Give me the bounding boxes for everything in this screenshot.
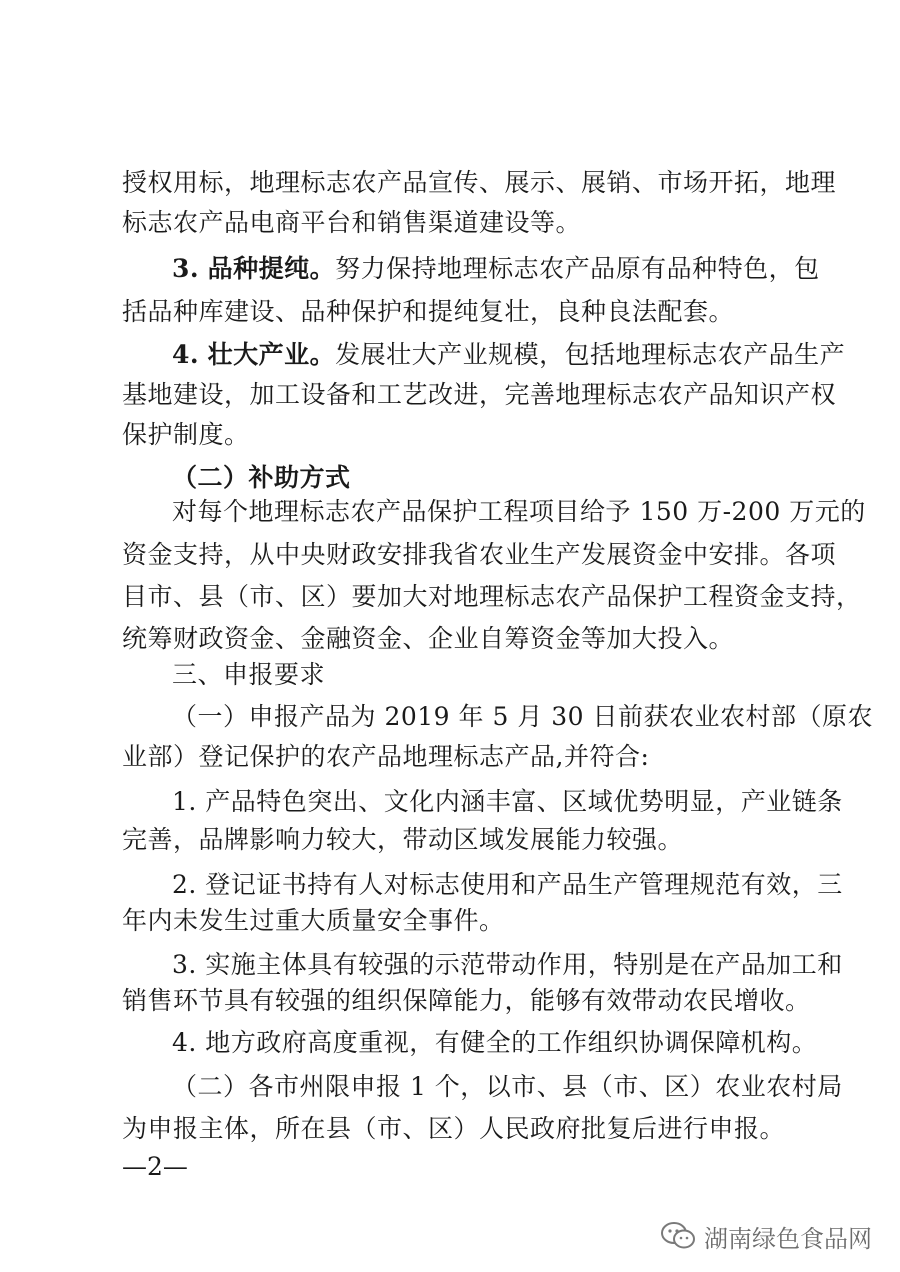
paragraph-line: 销售环节具有较强的组织保障能力，能够有效带动农民增收。	[122, 986, 811, 1015]
watermark-text: 湖南绿色食品网	[704, 1224, 872, 1253]
item-4-line	[172, 338, 846, 372]
paragraph-line: 1. 产品特色突出、文化内涵丰富、区域优势明显，产业链条	[172, 787, 843, 816]
item-title: 壮大产业。	[207, 340, 336, 369]
section-heading: （二）补助方式	[172, 463, 351, 492]
paragraph-line: 括品种库建设、品种保护和提纯复壮，良种良法配套。	[122, 297, 735, 326]
watermark	[660, 1218, 872, 1254]
paragraph-line: 目市、县（市、区）要加大对地理标志农产品保护工程资金支持，	[122, 582, 862, 611]
paragraph-line: 业部）登记保护的农产品地理标志产品,并符合:	[122, 742, 650, 771]
paragraph-line: 年内未发生过重大质量安全事件。	[122, 906, 505, 935]
page-number: —2—	[122, 1152, 188, 1181]
wechat-icon	[660, 1221, 696, 1251]
paragraph-line: 4. 地方政府高度重视，有健全的工作组织协调保障机构。	[172, 1028, 818, 1057]
paragraph-line: 为申报主体，所在县（市、区）人民政府批复后进行申报。	[122, 1114, 786, 1143]
paragraph-line: 资金支持，从中央财政安排我省农业生产发展资金中安排。各项	[122, 540, 837, 569]
paragraph-line: 保护制度。	[122, 420, 250, 449]
paragraph-line: 2. 登记证书持有人对标志使用和产品生产管理规范有效，三	[172, 870, 843, 899]
section-heading: 三、申报要求	[172, 660, 326, 689]
item-text: 努力保持地理标志农产品原有品种特色，包	[335, 254, 820, 283]
paragraph-line: 3. 实施主体具有较强的示范带动作用，特别是在产品加工和	[172, 950, 843, 979]
paragraph-line: 对每个地理标志农产品保护工程项目给予 150 万-200 万元的	[172, 497, 866, 526]
item-number: 4.	[172, 340, 200, 369]
item-number: 3.	[172, 254, 200, 283]
paragraph-line: 授权用标，地理标志农产品宣传、展示、展销、市场开拓，地理	[122, 168, 837, 197]
paragraph-line: 统筹财政资金、金融资金、企业自筹资金等加大投入。	[122, 624, 735, 653]
paragraph-line: 完善，品牌影响力较大，带动区域发展能力较强。	[122, 825, 684, 854]
paragraph-line: 标志农产品电商平台和销售渠道建设等。	[122, 208, 582, 237]
item-3-line	[172, 252, 820, 286]
item-text: 发展壮大产业规模，包括地理标志农产品生产	[335, 340, 846, 369]
paragraph-line: 基地建设，加工设备和工艺改进，完善地理标志农产品知识产权	[122, 380, 837, 409]
paragraph-line: （一）申报产品为 2019 年 5 月 30 日前获农业农村部（原农	[172, 702, 874, 731]
paragraph-line: （二）各市州限申报 1 个，以市、县（市、区）农业农村局	[172, 1072, 843, 1101]
item-title: 品种提纯。	[207, 254, 336, 283]
